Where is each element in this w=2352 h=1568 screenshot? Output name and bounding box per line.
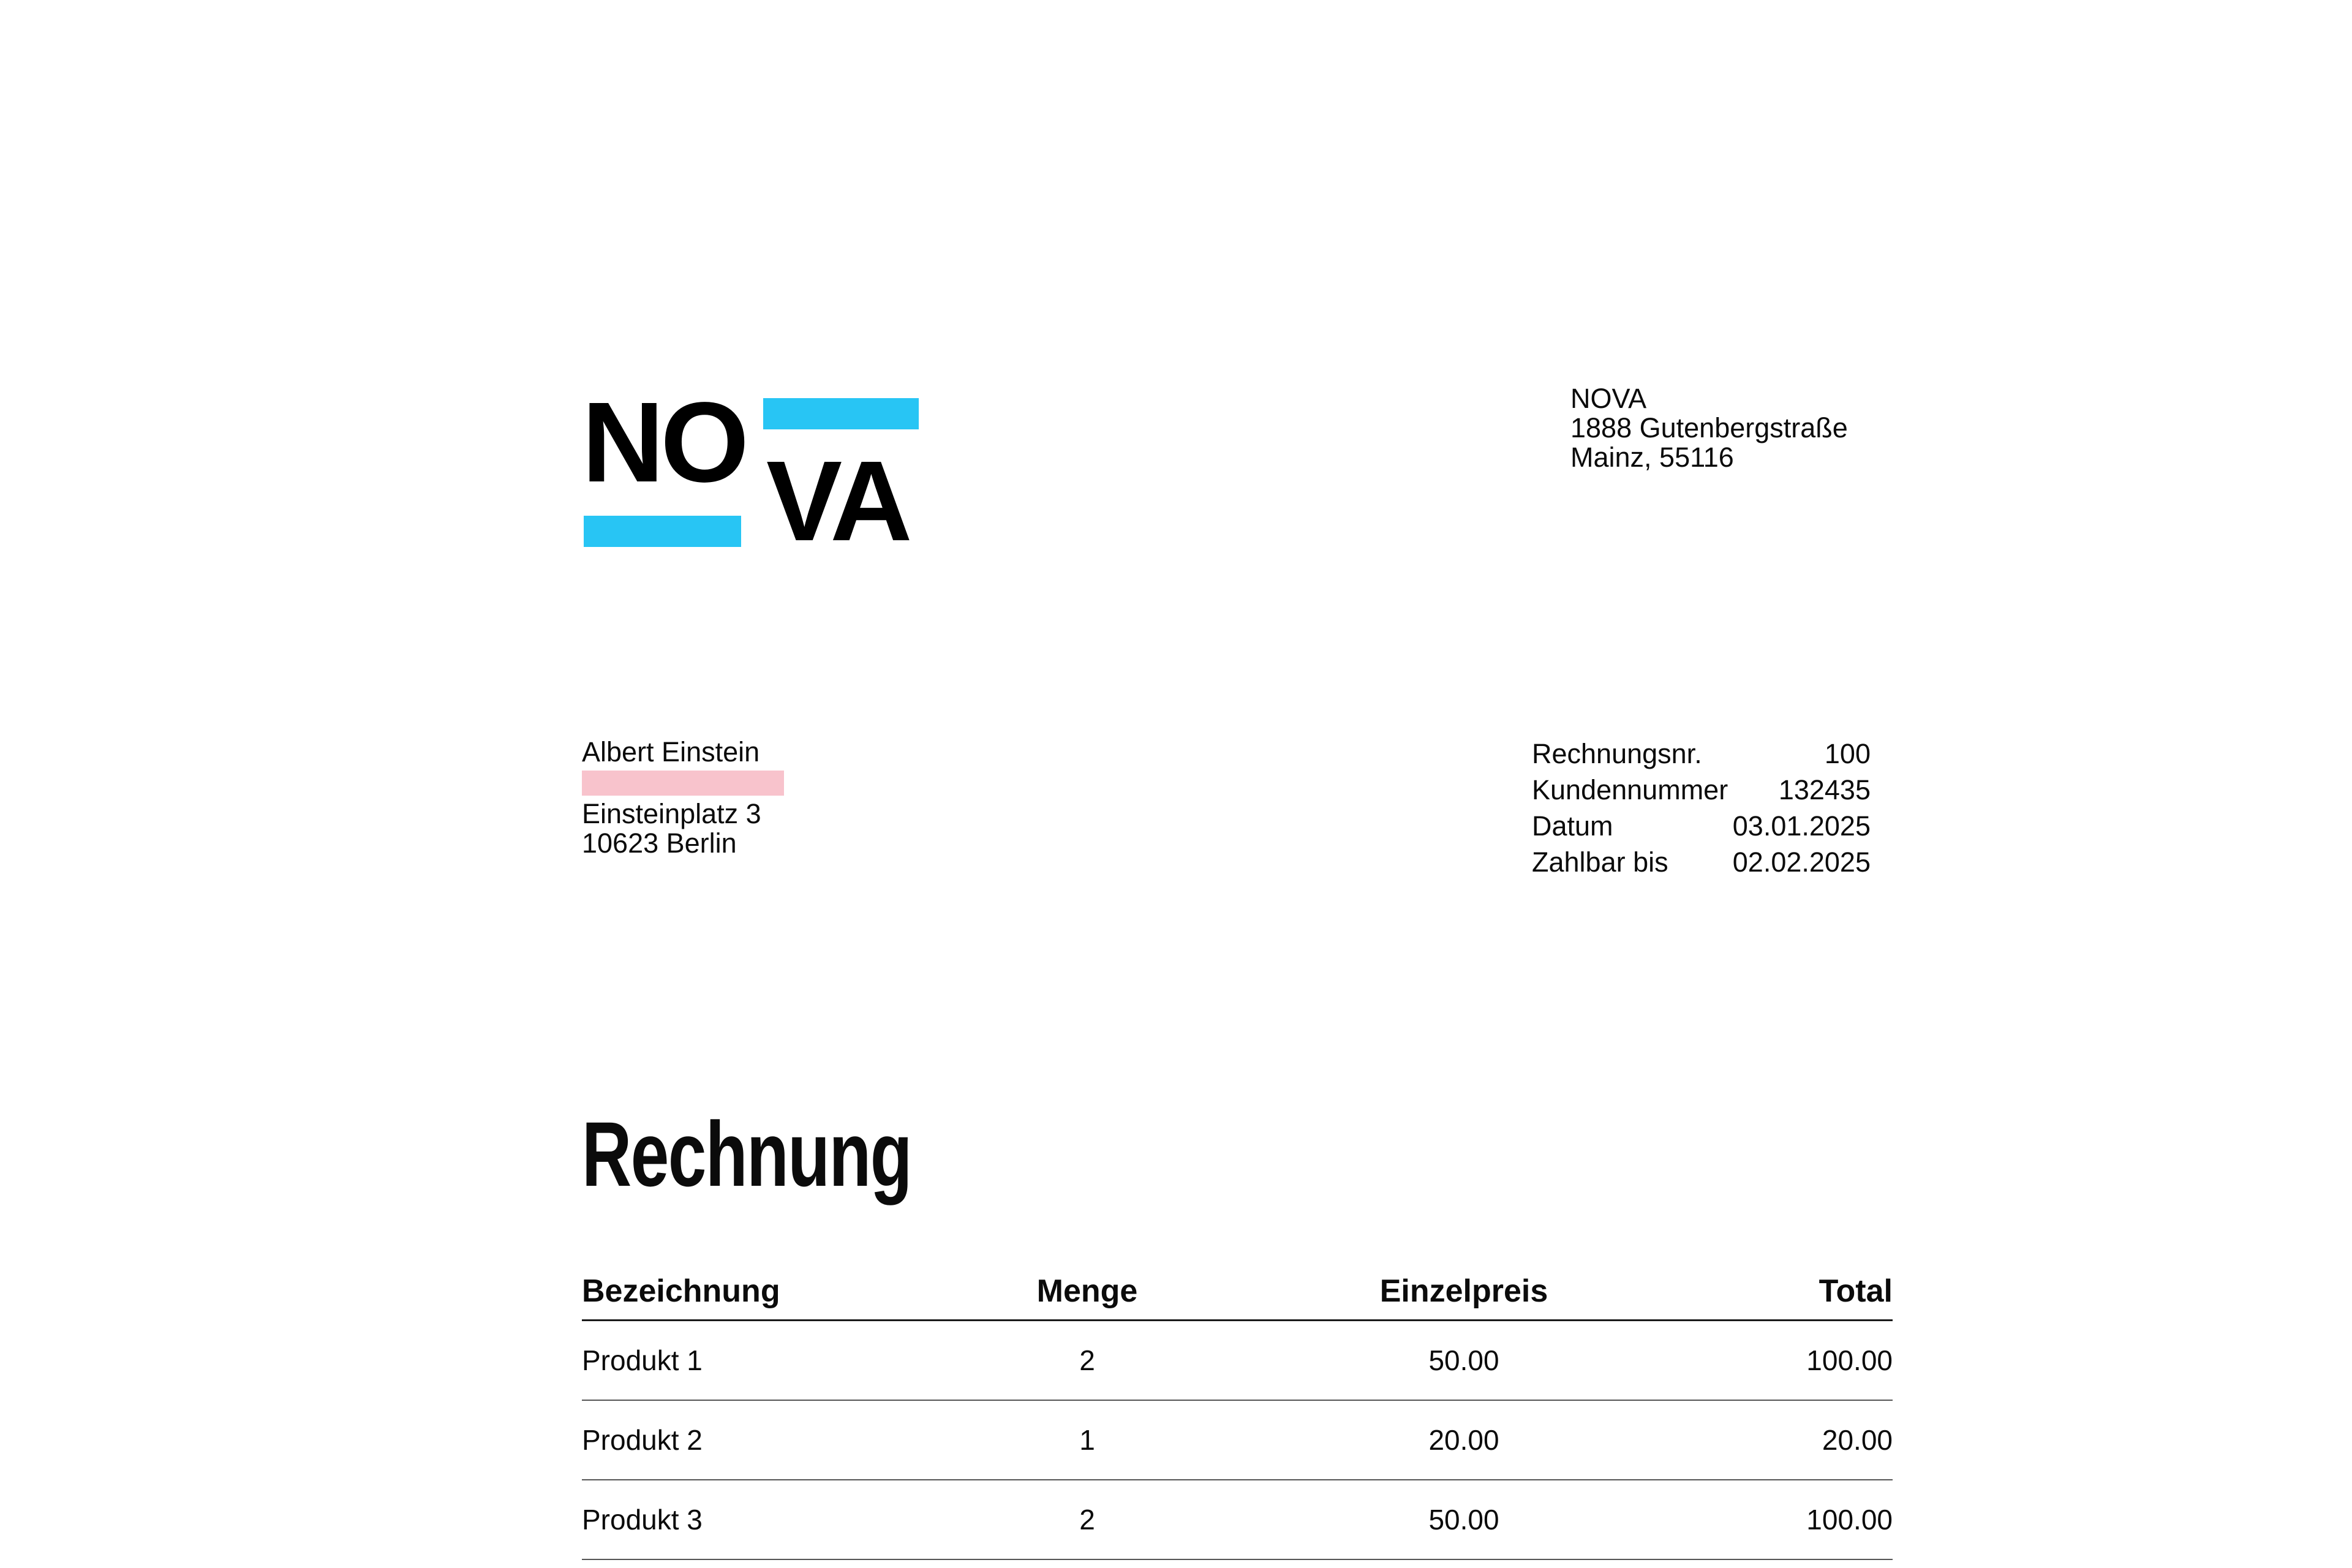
company-city: Mainz, 55116 (1570, 442, 1734, 473)
table-row (582, 1321, 1893, 1401)
column-header-total: Total (1819, 1273, 1893, 1309)
recipient-name: Albert Einstein (582, 736, 760, 767)
date-label: Datum (1532, 810, 1613, 842)
cell-description: Produkt 2 (582, 1424, 703, 1456)
meta-row-customer-number (1532, 772, 1871, 808)
logo-text-no: NO (582, 379, 745, 506)
cell-unit-price: 50.00 (1428, 1504, 1499, 1536)
date-value: 03.01.2025 (1732, 810, 1871, 842)
company-name: NOVA (1570, 383, 1647, 414)
column-header-description: Bezeichnung (582, 1273, 780, 1309)
table-row (582, 1401, 1893, 1480)
logo-accent-bar-top (763, 398, 919, 429)
cell-unit-price: 50.00 (1428, 1344, 1499, 1376)
logo-accent-bar-bottom (584, 516, 741, 547)
meta-row-date (1532, 808, 1871, 844)
cell-quantity: 2 (1079, 1504, 1095, 1536)
customer-number-value: 132435 (1778, 774, 1871, 805)
line-items-table (582, 1256, 1893, 1560)
cell-total: 20.00 (1822, 1424, 1893, 1456)
column-header-unit-price: Einzelpreis (1379, 1273, 1548, 1309)
meta-row-invoice-number (1532, 736, 1871, 772)
invoice-meta (1532, 736, 1871, 880)
cell-quantity: 1 (1079, 1424, 1095, 1456)
page-title: Rechnung (582, 1102, 911, 1205)
due-date-value: 02.02.2025 (1732, 846, 1871, 878)
due-date-label: Zahlbar bis (1532, 846, 1668, 878)
recipient-city: 10623 Berlin (582, 827, 737, 859)
invoice-number-value: 100 (1824, 738, 1871, 769)
cell-total: 100.00 (1806, 1504, 1893, 1536)
logo-text-va: VA (766, 438, 909, 565)
company-street: 1888 Gutenbergstraße (1570, 412, 1848, 443)
company-address-block (1570, 384, 1848, 472)
table-row (582, 1480, 1893, 1560)
meta-row-due-date (1532, 844, 1871, 880)
recipient-street: Einsteinplatz 3 (582, 798, 761, 829)
table-header-row (582, 1256, 1893, 1321)
column-header-quantity: Menge (1036, 1273, 1138, 1309)
redacted-line (582, 771, 784, 796)
invoice-number-label: Rechnungsnr. (1532, 738, 1702, 769)
cell-unit-price: 20.00 (1428, 1424, 1499, 1456)
cell-description: Produkt 1 (582, 1344, 703, 1376)
cell-total: 100.00 (1806, 1344, 1893, 1376)
cell-description: Produkt 3 (582, 1504, 703, 1536)
recipient-address-block (582, 737, 784, 858)
cell-quantity: 2 (1079, 1344, 1095, 1376)
customer-number-label: Kundennummer (1532, 774, 1728, 805)
